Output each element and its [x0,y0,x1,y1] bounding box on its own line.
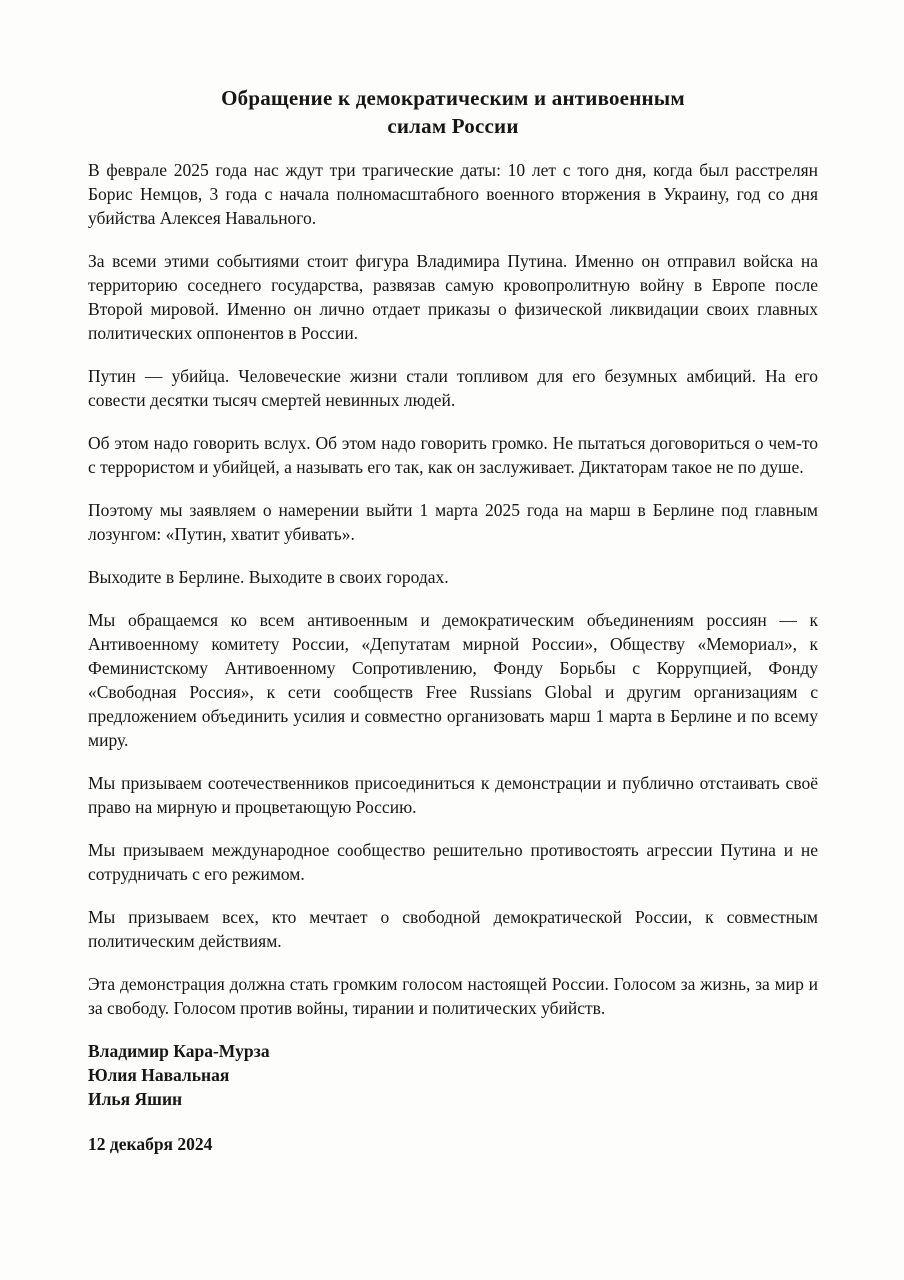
paragraph: Об этом надо говорить вслух. Об этом надо говорить громко. Не пытаться договориться о чем-то с террористом и убийцей, а называть его так, как он заслуживает. Диктаторам такое не по душе. [88,433,818,477]
paragraph: Мы призываем всех, кто мечтает о свободной демократической России, к совместным политическим действиям. [88,907,818,951]
signature-block [88,1039,818,1111]
paragraph: Мы обращаемся ко всем антивоенным и демократическим объединениям россиян — к Антивоенному комитету России, «Депутатам мирной России», Обществу «Мемориал», к Феминистскому Антивоенному Сопротивлению, Фонду Борьбы с Коррупцией, Фонду «Свободная Россия», к сети сообществ Free Russians Global и другим организациям с предложением объединить усилия и совместно организовать марш 1 марта в Берлине и по всему миру. [88,610,818,750]
paragraph: Путин — убийца. Человеческие жизни стали топливом для его безумных амбиций. На его совести десятки тысяч смертей невинных людей. [88,366,818,410]
signature-name: Владимир Кара-Мурза [88,1041,270,1061]
document-date: 12 декабря 2024 [88,1134,213,1154]
paragraph: Эта демонстрация должна стать громким голосом настоящей России. Голосом за жизнь, за мир и за свободу. Голосом против войны, тирании и политических убийств. [88,974,818,1018]
document-title-line: силам России [387,114,519,138]
document-title [88,84,818,140]
paragraph: Мы призываем международное сообщество решительно противостоять агрессии Путина и не сотрудничать с его режимом. [88,840,818,884]
paragraph: За всеми этими событиями стоит фигура Владимира Путина. Именно он отправил войска на территорию соседнего государства, развязав самую кровопролитную войну в Европе после Второй мировой. Именно он лично отдает приказы о физической ликвидации своих главных политических оппонентов в России. [88,251,818,343]
signature-name: Юлия Навальная [88,1065,230,1085]
paragraph: Мы призываем соотечественников присоединиться к демонстрации и публично отстаивать своё право на мирную и процветающую Россию. [88,773,818,817]
paragraph: Выходите в Берлине. Выходите в своих городах. [88,567,449,587]
paragraph: В феврале 2025 года нас ждут три трагические даты: 10 лет с того дня, когда был расстрелян Борис Немцов, 3 года с начала полномасштабного военного вторжения в Украину, год со дня убийства Алексея Навального. [88,160,818,228]
document-title-line: Обращение к демократическим и антивоенным [221,86,685,110]
signature-name: Илья Яшин [88,1089,183,1109]
document-body [88,158,818,1020]
paragraph: Поэтому мы заявляем о намерении выйти 1 марта 2025 года на марш в Берлине под главным лозунгом: «Путин, хватит убивать». [88,500,818,544]
